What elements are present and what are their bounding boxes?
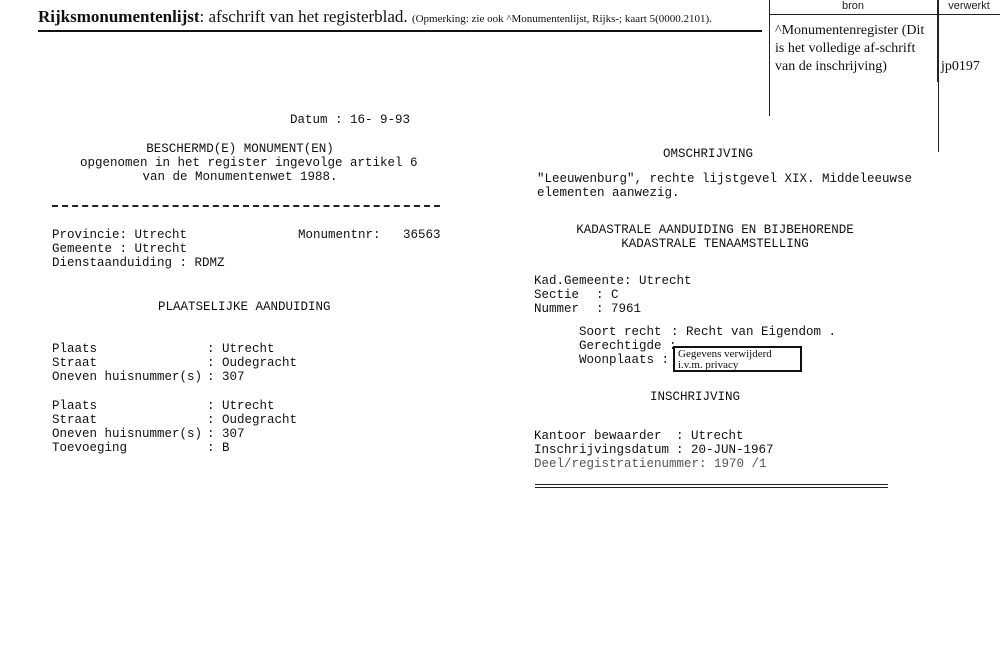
header-note: (Opmerking: zie ook ^Monumentenlijst, Rijks-; kaart 5(0000.2101). — [411, 13, 712, 25]
deel-row: Deel/registratienummer: 1970 /1 — [534, 457, 767, 471]
woonplaats-row: Woonplaats : — [579, 353, 670, 367]
col-verwerkt-header: verwerkt — [948, 0, 990, 12]
soort-recht-row: Soort recht : Recht van Eigendom . — [579, 325, 837, 339]
datum-value: 16- 9-93 — [350, 113, 411, 127]
main-heading — [80, 142, 418, 184]
box-header-rule — [769, 14, 1000, 15]
datum-line — [290, 113, 410, 127]
page-header — [38, 7, 712, 27]
end-rule-1 — [535, 484, 888, 485]
main-heading-line-1: BESCHERMD(E) MONUMENT(EN) — [146, 142, 334, 156]
main-heading-line-3: van de Monumentenwet 1988. — [142, 170, 338, 184]
inschrijving-block — [534, 429, 774, 471]
address-row: Straat : Oudegracht — [52, 356, 298, 370]
sectie-row: Sectie : C — [534, 288, 619, 302]
inschrijving-heading: INSCHRIJVING — [650, 390, 741, 404]
header-rule — [38, 30, 762, 32]
dashed-divider — [52, 205, 440, 207]
col-bron-header: bron — [841, 0, 865, 12]
box-right-border — [938, 0, 939, 152]
dienstaanduiding: Dienstaanduiding : RDMZ — [52, 256, 225, 270]
box-left-border — [769, 0, 770, 116]
omschrijving-heading: OMSCHRIJVING — [663, 147, 754, 161]
kantoor-row: Kantoor bewaarder : Utrecht — [534, 429, 744, 443]
gemeente: Gemeente : Utrecht — [52, 242, 188, 256]
datum-label: Datum : — [290, 113, 343, 127]
nummer-row: Nummer : 7961 — [534, 302, 642, 316]
address-row: Straat : Oudegracht — [52, 413, 298, 427]
end-rule-2 — [535, 487, 888, 488]
inschrijvingsdatum-row: Inschrijvingsdatum : 20-JUN-1967 — [534, 443, 774, 457]
bron-text: ^Monumentenregister (Dit is het volledige af-schrift van de inschrijving) — [775, 23, 925, 74]
redacted-privacy-box: Gegevens verwijderd i.v.m. privacy — [673, 346, 802, 372]
main-heading-line-2: opgenomen in het register ingevolge artikel 6 — [80, 156, 418, 170]
verwerkt-code: jp0197 — [941, 59, 980, 74]
plaatselijke-heading: PLAATSELIJKE AANDUIDING — [158, 300, 331, 314]
kadastrale-block — [534, 274, 692, 316]
address-block-1 — [52, 342, 297, 384]
kadastrale-heading: KADASTRALE AANDUIDING EN BIJBEHORENDE KADASTRALE TENAAMSTELLING — [576, 223, 854, 251]
monumentnr — [298, 228, 441, 242]
address-row: Plaats : Utrecht — [52, 399, 275, 413]
address-block-2 — [52, 399, 297, 455]
header-title-rest: : afschrift van het registerblad. — [199, 7, 408, 26]
omschrijving-text: "Leeuwenburg", rechte lijstgevel XIX. Middeleeuwse elementen aanwezig. — [537, 172, 913, 200]
gerechtigde-row: Gerechtigde : — [579, 339, 677, 353]
address-row: Oneven huisnummer(s) : 307 — [52, 370, 245, 384]
address-row: Toevoeging : B — [52, 441, 230, 455]
monumentnr-label: Monumentnr: — [298, 228, 381, 242]
address-row: Plaats : Utrecht — [52, 342, 275, 356]
provincie: Provincie: Utrecht — [52, 228, 188, 242]
kad-gemeente: Kad.Gemeente: Utrecht — [534, 274, 692, 288]
header-title-bold: Rijksmonumentenlijst — [38, 7, 200, 26]
address-row: Oneven huisnummer(s) : 307 — [52, 427, 245, 441]
monumentnr-value: 36563 — [403, 228, 441, 242]
